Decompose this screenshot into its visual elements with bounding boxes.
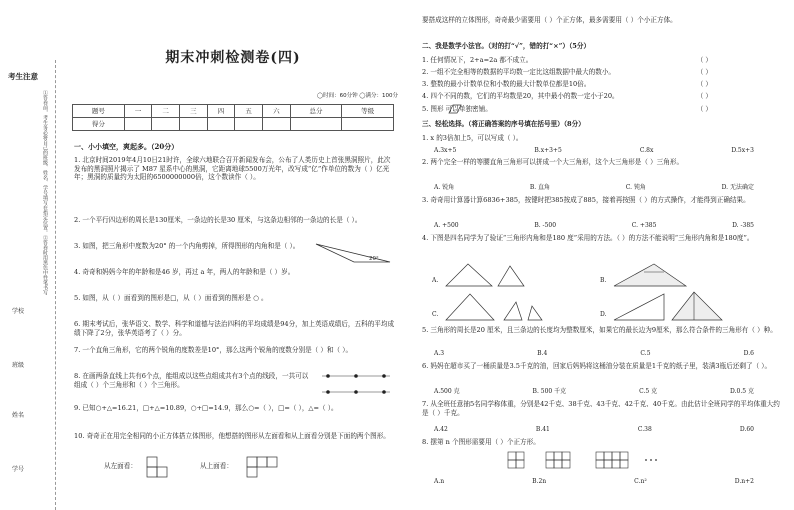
notice-title: 考生注意 [8, 72, 38, 81]
score-header: 总分 [290, 105, 342, 118]
option[interactable]: A. +500 [434, 222, 459, 229]
choice-8-options [434, 478, 754, 486]
choice-7-options [434, 426, 754, 434]
tile-shape-icon [448, 104, 462, 114]
pattern-figure [506, 450, 736, 472]
option[interactable]: D.60 [739, 426, 754, 433]
option[interactable]: B.x+3+5 [534, 147, 562, 154]
score-header: 五 [235, 105, 263, 118]
question-8: 8. 在画两条直线上共有6个点，能组成以这些点组成共有3个点的线段，一共可以组成（ ）个三角形和（ ）个三角形。 [74, 372, 309, 389]
score-header: 二 [152, 105, 180, 118]
judge-item-4: 4. 四个不同的数，它们的平均数是20，其中最小的数一定小于20。 （ ） [422, 92, 712, 100]
question-1: 1. 北京时间2019年4月10日21时许，全球六地联合召开新闻发布会，公布了人类历史上首张黑洞照片，此次发布的黑洞照片揭示了 M87 星系中心的黑洞，它距离地球5500万光年，改写成“亿”作单位的数为（ ）亿光年；黑洞的质量约为太阳的6500000000倍，这个数读作（ ）。 [74, 156, 391, 182]
score-value-row [73, 118, 394, 131]
class-field: 班级 [12, 362, 25, 369]
option-a-label: A. [432, 277, 439, 284]
option[interactable]: B.4 [537, 350, 548, 357]
left-view-label: 从左面看： [104, 462, 137, 470]
option[interactable]: A.3 [434, 350, 445, 357]
score-header: 三 [179, 105, 207, 118]
judge-item-3: 3. 整数的最小计数单位和小数的最大计数单位都是10倍。 （ ） [422, 80, 712, 88]
choice-5-options [434, 350, 754, 358]
score-cell[interactable] [263, 118, 291, 131]
choice-7: 7. 从全班任意抽5名同学称体重，分别是42千克、38千克、43千克、42千克、40千克。由此估计全班同学的平均体重大约是（ ）千克。 [422, 400, 780, 417]
exam-title: 期末冲刺检测卷(四) [165, 50, 301, 66]
option[interactable]: C.38 [637, 426, 652, 433]
option[interactable]: B. 直角 [529, 184, 551, 191]
score-header-row [73, 105, 394, 118]
top-view-label: 从上面看： [200, 462, 233, 470]
option[interactable]: B. 500 千克 [532, 388, 567, 395]
score-header: 一 [124, 105, 152, 118]
left-view-figure [146, 456, 170, 480]
question-3: 3. 如图，把三角形中度数为20° 的一个内角剪掉，所得图形的内角和是（ ）。 [74, 242, 300, 250]
question-10: 10. 奇奇正在用完全相同的小正方体搭立体图形，他想搭的图形从左面看和从上面看分别是下面的两个图形。 [74, 432, 390, 440]
option[interactable]: A.3x+5 [434, 147, 457, 154]
score-cell[interactable] [179, 118, 207, 131]
section3-title: 三、轻松选择。（将正确答案的序号填在括号里）（8分） [422, 120, 585, 128]
score-table [72, 104, 394, 131]
score-header: 等级 [342, 105, 394, 118]
right-column [418, 0, 788, 510]
choice-1: 1. x 的3倍加上5，可以写成（ ）。 [422, 134, 523, 142]
points-figure [320, 370, 392, 398]
score-cell[interactable] [290, 118, 342, 131]
question-2: 2. 一个平行四边形的周长是130厘米，一条边的长是30 厘米，与这条边相邻的一条边的长是（ ）。 [74, 216, 362, 224]
name-field: 姓名 [12, 412, 25, 419]
triangle-figure [314, 240, 392, 264]
student-id-field: 学号 [12, 466, 25, 473]
score-cell[interactable] [207, 118, 235, 131]
school-field: 学校 [12, 308, 25, 315]
option[interactable]: D.6 [743, 350, 754, 357]
choice-4-figures [432, 262, 772, 324]
option[interactable]: D.n+2 [734, 478, 754, 485]
notice-text: ①答卷前，考生务必将自己的班级、姓名、学号填写在指定位置。②答卷时用黑色中性笔书写 [42, 90, 48, 295]
choice-3: 3. 奇奇用计算器计算6836+385，按键时把385按成了885，接着再按照（ ）的方式操作，才能得到正确结果。 [422, 196, 750, 204]
option[interactable]: C.5 克 [639, 388, 658, 395]
option[interactable]: D.0.5 克 [730, 388, 754, 395]
option[interactable]: B. -500 [534, 222, 557, 229]
score-header: 六 [263, 105, 291, 118]
choice-6: 6. 妈妈在超市买了一桶质量是3.5千克的油，回家后妈妈将这桶油分装在质量是1千克的纸子里，装满3瓶后还剩了（ ）。 [422, 362, 772, 370]
binding-margin [0, 0, 58, 510]
choice-5: 5. 三角形的周长是20 厘米，且三条边的长度均为整数厘米，如果它的最长边为9厘米，那么符合条件的三角形有（ ）种。 [422, 326, 777, 334]
top-view-figure [246, 456, 282, 480]
option[interactable]: A. 锐角 [434, 184, 455, 191]
triangle-angle-label: 20° [369, 256, 379, 262]
question-10-continued: 要搭成这样的立体图形，奇奇最少需要用（ ）个正方体，最多需要用（ ）个小正方体。 [422, 16, 677, 24]
question-7: 7. 一个直角三角形，它的两个锐角的度数差是10°，那么这两个锐角的度数分别是（ ）和（ ）。 [74, 346, 353, 354]
question-4: 4. 奇奇和妈妈今年的年龄和是46 岁，再过 a 年，两人的年龄和是（ ）岁。 [74, 268, 295, 276]
choice-2-options [434, 184, 754, 192]
score-cell[interactable] [235, 118, 263, 131]
judge-item-1: 1. 任何情况下，2+a=2a 都不成立。 （ ） [422, 56, 712, 64]
score-cell[interactable] [342, 118, 394, 131]
left-column [68, 0, 398, 510]
option[interactable]: A.500 克 [434, 388, 460, 395]
exam-meta: ◯时间：60分钟 ◯满分：100分 [316, 93, 398, 99]
choice-8: 8. 摆第 n 个图形需要用（ ）个正方形。 [422, 438, 540, 446]
option[interactable]: D.5x+3 [731, 147, 754, 154]
section1-title: 一、小小填空，爽起多。（20分） [74, 142, 179, 151]
score-header: 四 [207, 105, 235, 118]
option-c-label: C. [432, 311, 439, 318]
score-row-label: 得分 [73, 118, 125, 131]
option[interactable]: C. +385 [631, 222, 657, 229]
option[interactable]: C.n² [634, 478, 647, 485]
score-cell[interactable] [152, 118, 180, 131]
option[interactable]: D. -385 [732, 222, 754, 229]
choice-2: 2. 两个完全一样的等腰直角三角形可以拼成一个大三角形，这个大三角形是（ ）三角形。 [422, 158, 684, 166]
choice-4: 4. 下图是四名同学为了验证“三角形内角和是180 度”采用的方法。（ ）的方法不能说明“三角形内角和是180度”。 [422, 234, 754, 242]
question-5: 5. 如图，从（ ）面看到的图形是□，从（ ）面看到的图形是 ○ 。 [74, 294, 268, 302]
judge-item-2: 2. 一组不完全相等的数据的平均数一定比这组数据中最大的数小。 （ ） [422, 68, 712, 76]
choice-3-options [434, 222, 754, 230]
option[interactable]: B.2n [532, 478, 547, 485]
choice-6-options [434, 388, 754, 396]
judge-item-5: 5. 图形 可以单独密铺。 （ ） [422, 105, 712, 113]
option[interactable]: C.8x [639, 147, 654, 154]
option-b-label: B. [600, 277, 607, 284]
score-cell[interactable] [124, 118, 152, 131]
option[interactable]: B.41 [535, 426, 550, 433]
section2-title: 二、我是数学小法官。（对的打“√”，错的打“×”）（5分） [422, 42, 591, 50]
question-9: 9. 已知○+△=16.21，□+△=10.89，○+□=14.9，那么○=（ ），□=（ ），△=（ ）。 [74, 404, 338, 412]
score-header: 题号 [73, 105, 125, 118]
choice-1-options [434, 147, 754, 155]
question-6: 6. 期末考试后，张华语文、数学、科学和道德与法治四科的平均成绩是94分，加上英语成绩后，五科的平均成绩下降了2分，张华英语考了（ ）分。 [74, 320, 395, 337]
cut-line [55, 60, 56, 510]
option[interactable]: A.n [434, 478, 445, 485]
option[interactable]: C. 钝角 [625, 184, 646, 191]
option-d-label: D. [600, 311, 607, 318]
option[interactable]: A.42 [434, 426, 448, 433]
option[interactable]: C.5 [640, 350, 651, 357]
option[interactable]: D. 无法确定 [721, 184, 754, 191]
